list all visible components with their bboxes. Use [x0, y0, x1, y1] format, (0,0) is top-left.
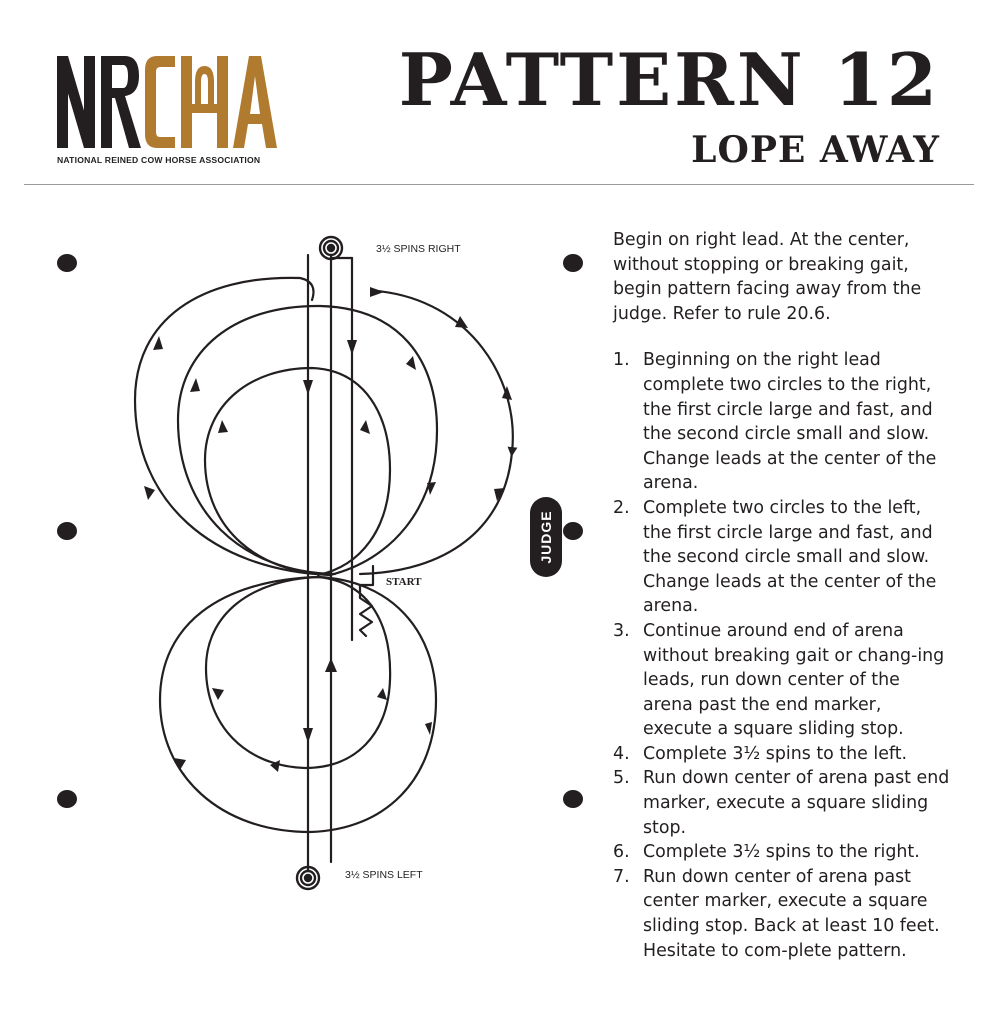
list-item: 2. Complete two circles to the left, the first circle large and fast, and the second circle small and slow. Change leads at the center of the arena.: [613, 497, 937, 617]
page-title: PATTERN 12: [398, 37, 940, 122]
marker-dot: [57, 254, 77, 272]
direction-arrow: [325, 658, 337, 672]
logo-letter-c: [145, 56, 175, 148]
logo-letter-n: [57, 56, 95, 148]
marker-dot: [563, 790, 583, 808]
page-subtitle: LOPE AWAY: [691, 129, 940, 171]
list-item: 5. Run down center of arena past end marker, execute a square sliding stop.: [613, 768, 950, 838]
list-item: 7. Run down center of arena past center marker, execute a square sliding stop. Back at least 10 feet. Hesitate to com-plete pattern.: [613, 866, 940, 961]
direction-arrow: [303, 728, 313, 743]
direction-arrow: [377, 688, 387, 700]
direction-arrow: [370, 287, 384, 297]
nrcha-logo: [57, 52, 277, 172]
marker-dot: [57, 522, 77, 540]
direction-arrows: [144, 287, 512, 772]
instructions: [613, 228, 953, 963]
start-label: START: [386, 576, 422, 588]
list-item: 1. Beginning on the right lead complete two circles to the right, the first circle large and fast, and the second circle small and slow. Change leads at the center of the arena.: [613, 350, 937, 494]
list-item: 4. Complete 3½ spins to the left.: [613, 743, 908, 764]
marker-dot: [563, 522, 583, 540]
small-lower-circle-path: [206, 577, 390, 768]
direction-arrow: [144, 486, 155, 500]
list-item: 3. Continue around end of arena without breaking gait or chang-ing leads, run down center of the arena past the end marker, execute a square sliding stop.: [613, 620, 945, 740]
steps-list: [613, 348, 953, 963]
logo-letter-h: [181, 56, 228, 148]
direction-arrow: [218, 420, 228, 433]
logo-wordmark: [57, 52, 277, 152]
spin-spiral-top: [320, 237, 342, 259]
judge-label: JUDGE: [538, 510, 554, 564]
direction-arrow: [360, 420, 370, 434]
spin-spiral-bottom: [297, 867, 319, 889]
pattern-diagram: [0, 200, 600, 1024]
small-upper-circle-path: [205, 368, 390, 575]
logo-letter-a: [233, 56, 277, 148]
direction-arrow: [303, 380, 313, 395]
header-divider: [24, 184, 974, 185]
marker-dot: [57, 790, 77, 808]
large-lower-circle-path: [160, 577, 436, 832]
direction-arrow: [153, 336, 163, 350]
direction-arrow: [190, 378, 200, 392]
spins-left-label: 3½ SPINS LEFT: [345, 869, 423, 881]
logo-letter-r: [101, 56, 141, 148]
direction-arrow: [347, 340, 357, 355]
marker-dot: [563, 254, 583, 272]
direction-arrow: [212, 688, 224, 700]
judge-marker: [530, 497, 562, 577]
intro-paragraph: Begin on right lead. At the center, without stopping or breaking gait, begin pattern facing away from the judge. Refer to rule 20.6.: [613, 230, 922, 324]
direction-arrow: [406, 356, 416, 370]
spins-right-label: 3½ SPINS RIGHT: [376, 243, 461, 255]
list-item: 6. Complete 3½ spins to the right.: [613, 842, 920, 863]
large-left-circle-path: [135, 278, 330, 575]
logo-tagline: NATIONAL REINED COW HORSE ASSOCIATION: [57, 155, 261, 165]
direction-arrow: [425, 722, 432, 735]
